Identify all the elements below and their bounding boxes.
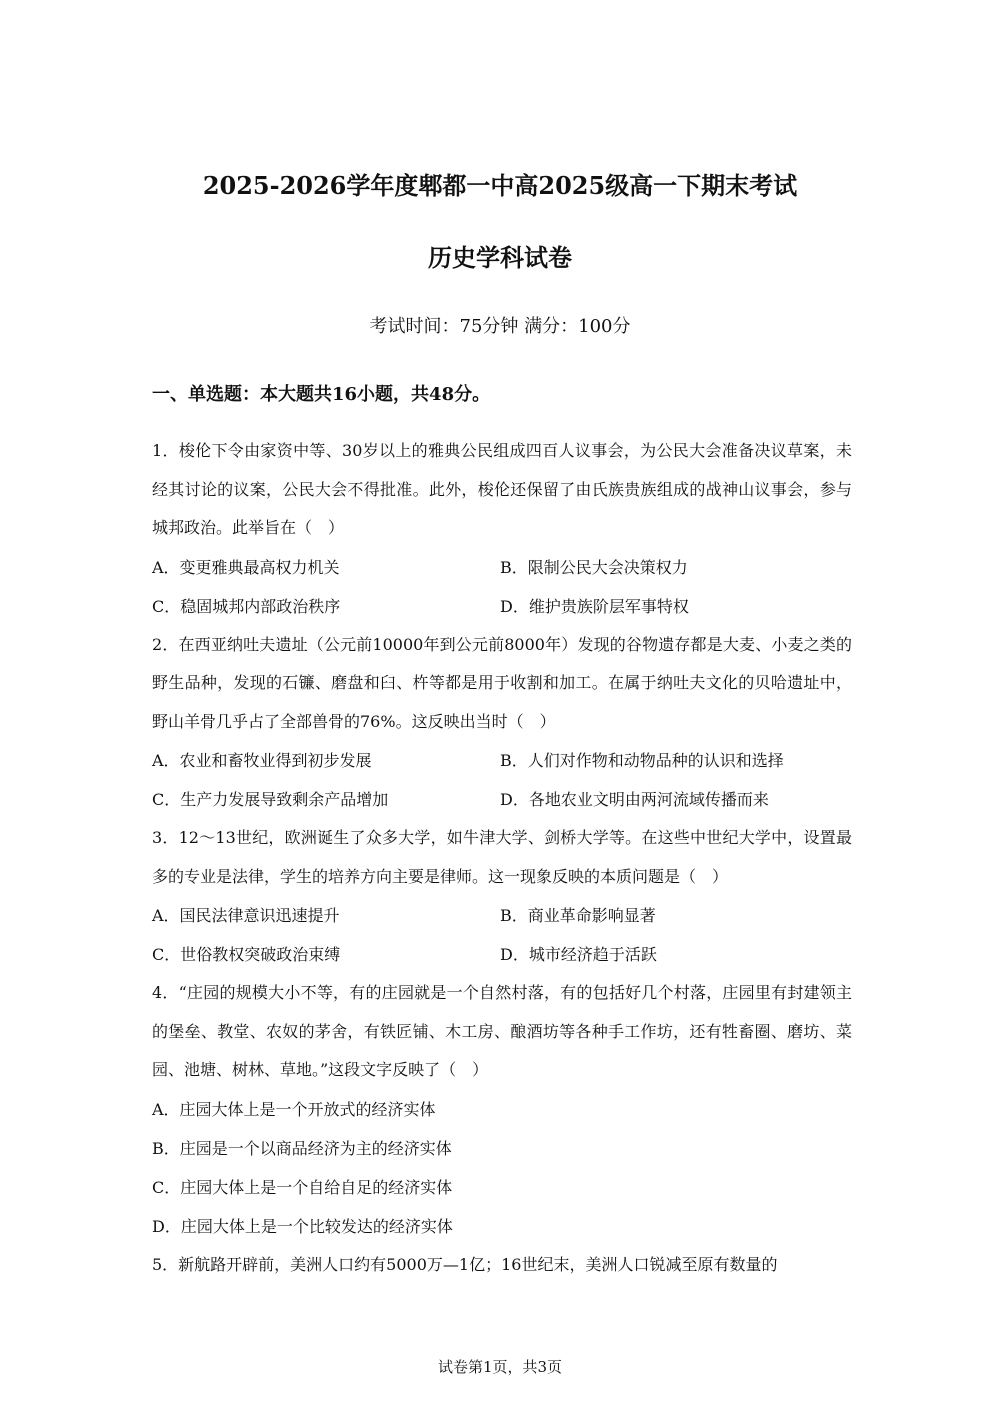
question-5 (152, 1246, 852, 1285)
options-row (152, 548, 852, 587)
option-b: B．人们对作物和动物品种的认识和选择 (500, 751, 784, 770)
option-a: A．国民法律意识迅速提升 (152, 906, 340, 925)
option-b: B．庄园是一个以商品经济为主的经济实体 (152, 1138, 452, 1158)
question-1 (152, 432, 852, 626)
option-a: A．农业和畜牧业得到初步发展 (152, 751, 372, 770)
option-c: C．稳固城邦内部政治秩序 (152, 596, 341, 616)
option-a: A．变更雅典最高权力机关 (152, 557, 340, 577)
question-3 (152, 819, 852, 974)
option-d: D．维护贵族阶层军事特权 (500, 596, 689, 616)
question-stem: 2．在西亚纳吐夫遗址（公元前10000年到公元前8000年）发现的谷物遗存都是大麦、小麦之类的野生品种，发现的石镰、磨盘和臼、杵等都是用于收割和加工。在属于纳吐夫文化的贝哈遗址中，野山羊骨几乎占了全部兽骨的76%。这反映出当时（ ） (152, 634, 852, 731)
question-stem: 3．12～13世纪，欧洲诞生了众多大学，如牛津大学、剑桥大学等。在这些中世纪大学中，设置最多的专业是法律，学生的培养方向主要是律师。这一现象反映的本质问题是（ ） (152, 828, 852, 886)
question-2 (152, 626, 852, 820)
section-heading: 一、单选题：本大题共16小题，共48分。 (152, 384, 491, 405)
option-c: C．庄园大体上是一个自给自足的经济实体 (152, 1177, 453, 1197)
option-a: A．庄园大体上是一个开放式的经济实体 (152, 1099, 436, 1119)
options-row (152, 896, 852, 935)
exam-subtitle: 历史学科试卷 (428, 243, 572, 272)
exam-title: 2025-2026学年度郫都一中高2025级高一下期末考试 (202, 171, 798, 200)
question-4 (152, 974, 852, 1246)
options-row (152, 741, 852, 780)
question-stem: 4．“庄园的规模大小不等，有的庄园就是一个自然村落，有的包括好几个村落，庄园里有封建领主的堡垒、教堂、农奴的茅舍，有铁匠铺、木工房、酿酒坊等各种手工作坊，还有牲畜圈、磨坊、菜园、池塘、树林、草地。”这段文字反映了（ ） (152, 983, 852, 1079)
option-b: B．商业革命影响显著 (500, 906, 656, 925)
options-row (152, 587, 852, 626)
page-footer: 试卷第1页，共3页 (437, 1358, 563, 1376)
option-b: B．限制公民大会决策权力 (500, 557, 688, 577)
question-list (152, 432, 852, 1284)
option-c: C．生产力发展导致剩余产品增加 (152, 790, 389, 809)
option-d: D．各地农业文明由两河流域传播而来 (500, 790, 769, 809)
options-row (152, 935, 852, 974)
option-d: D．城市经济趋于活跃 (500, 945, 657, 964)
option-c: C．世俗教权突破政治束缚 (152, 945, 341, 964)
question-stem: 5．新航路开辟前，美洲人口约有5000万—1亿；16世纪末，美洲人口锐减至原有数量的 (152, 1254, 778, 1274)
options-row (152, 780, 852, 819)
exam-info: 考试时间：75分钟 满分：100分 (369, 316, 631, 337)
option-d: D．庄园大体上是一个比较发达的经济实体 (152, 1216, 453, 1236)
question-stem: 1．梭伦下令由家资中等、30岁以上的雅典公民组成四百人议事会，为公民大会准备决议草案，未经其讨论的议案，公民大会不得批准。此外，梭伦还保留了由氏族贵族组成的战神山议事会，参与城邦政治。此举旨在（ ） (152, 441, 852, 537)
